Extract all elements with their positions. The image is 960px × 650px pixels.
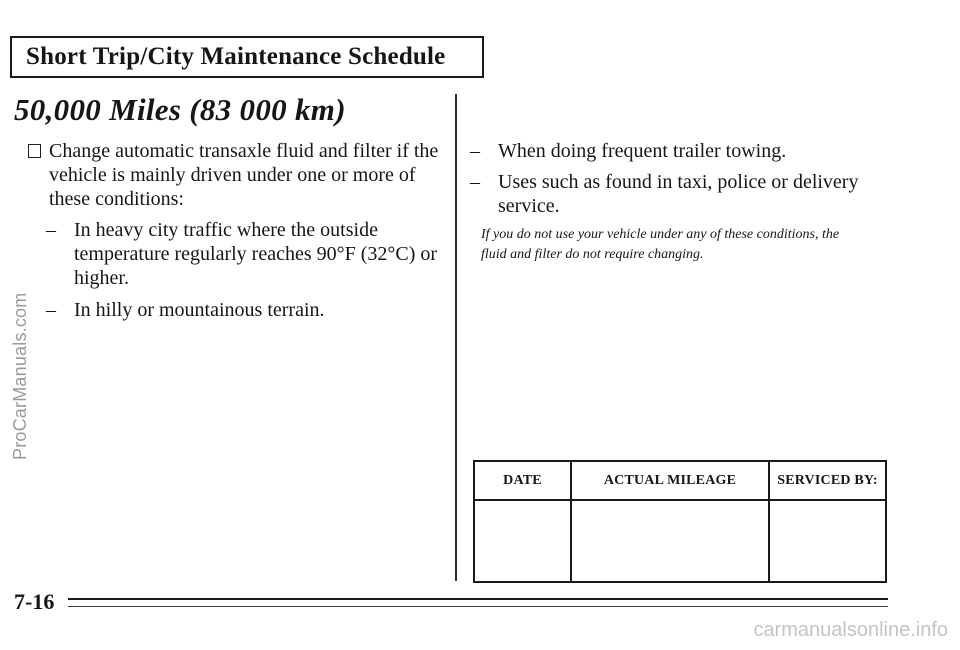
condition-note: If you do not use your vehicle under any of these conditions, the fluid and filter do not require changing.	[481, 227, 840, 262]
checkbox-icon[interactable]	[28, 144, 41, 158]
condition-item	[28, 218, 448, 290]
footer-rule-thin	[68, 606, 888, 607]
condition-item	[28, 298, 448, 322]
table-header-row	[474, 461, 886, 500]
condition-item	[468, 170, 888, 218]
footer-rule	[68, 598, 888, 600]
condition-text: In heavy city traffic where the outside temperature regularly reaches 90°F (32°C) or higher.	[74, 219, 438, 289]
condition-list-right	[468, 139, 888, 218]
right-column	[468, 139, 888, 265]
condition-text: When doing frequent trailer towing.	[498, 140, 787, 162]
dash-bullet: –	[470, 140, 480, 162]
serviced-by-cell[interactable]	[769, 500, 886, 582]
condition-text: Uses such as found in taxi, police or delivery service.	[498, 171, 859, 217]
dash-bullet: –	[46, 299, 56, 321]
maintenance-item-text: Change automatic transaxle fluid and filter if the vehicle is mainly driven under one or more of these conditions:	[49, 140, 439, 210]
dash-bullet: –	[470, 171, 480, 193]
condition-item	[468, 139, 888, 163]
condition-list-left	[28, 218, 448, 322]
schedule-title: Short Trip/City Maintenance Schedule	[26, 43, 446, 70]
side-watermark: ProCarManuals.com	[10, 292, 30, 460]
table-row	[474, 500, 886, 582]
service-record-table	[473, 460, 887, 583]
mileage-heading: 50,000 Miles (83 000 km)	[14, 92, 346, 127]
date-cell[interactable]	[474, 500, 571, 582]
condition-text: In hilly or mountainous terrain.	[74, 299, 325, 321]
serviced-by-column-header: SERVICED BY:	[769, 461, 886, 500]
mileage-cell[interactable]	[571, 500, 769, 582]
maintenance-item	[28, 139, 448, 211]
mileage-column-header: ACTUAL MILEAGE	[571, 461, 769, 500]
schedule-header-box	[10, 36, 484, 78]
page-number: 7-16	[14, 589, 55, 614]
column-divider	[455, 94, 457, 581]
dash-bullet: –	[46, 219, 56, 241]
date-column-header: DATE	[474, 461, 571, 500]
bottom-watermark: carmanualsonline.info	[753, 619, 948, 641]
left-column	[28, 139, 448, 330]
